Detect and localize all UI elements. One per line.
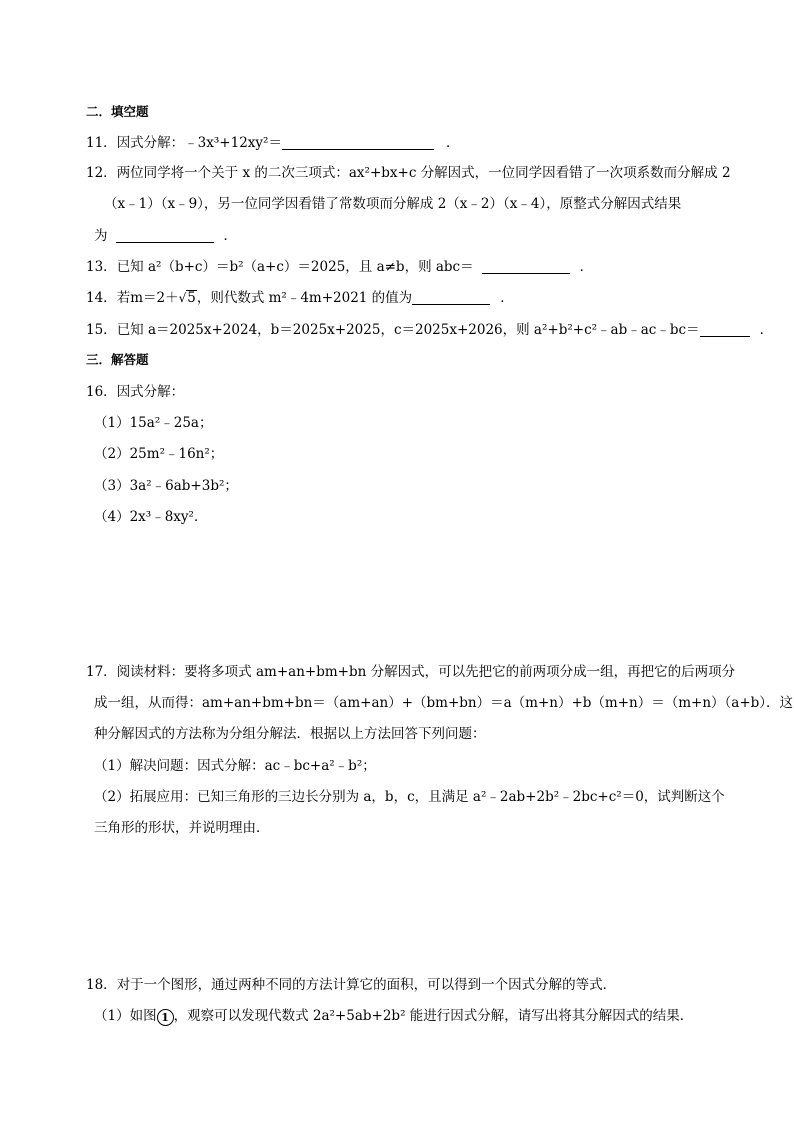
q18-part1 — [94, 1006, 693, 1026]
q16-part3: （3）3a²﹣6ab+3b²； — [94, 478, 238, 494]
q15-period: ． — [759, 322, 774, 338]
q11-period: ． — [445, 135, 460, 151]
q13-text: 已知 a²（b+c）＝b²（a+c）＝2025，且 a≠b，则 abc＝ — [116, 259, 474, 275]
q18-part1-pre: （1）如图 — [94, 1008, 157, 1024]
figure-1-circled-number: 1 — [157, 1009, 174, 1026]
q12-line1: 两位同学将一个关于 x 的二次三项式：ax²+bx+c 分解因式，一位同学因看错了一次项系数而分解成 2 — [116, 165, 731, 181]
q17-part1: （1）解决问题：因式分解：ac﹣bc+a²﹣b²； — [94, 758, 376, 774]
question-12-line3 — [94, 226, 237, 246]
question-17-line1 — [86, 662, 735, 682]
question-18 — [86, 975, 616, 995]
q12-period: ． — [223, 228, 237, 244]
q14-period: ． — [500, 290, 514, 306]
question-14: 14．若m＝2＋√5，则代数式 m²﹣4m+2021 的值为 ． — [86, 290, 514, 306]
q14-number: 14． — [86, 290, 117, 306]
section-title-fill-in: 二．填空题 — [86, 104, 149, 119]
q13-number: 13． — [86, 259, 117, 275]
q11-answer-blank[interactable] — [282, 135, 434, 150]
question-13 — [86, 257, 593, 277]
q14-sqrt-radicand: 5 — [187, 290, 196, 306]
q17-number: 17． — [86, 664, 117, 680]
q15-text: 已知 a＝2025x+2024，b＝2025x+2025，c＝2025x+2026，则 a²+b²+c²﹣ab﹣ac﹣bc＝ — [116, 322, 700, 338]
q16-part1: （1）15a²﹣25a； — [94, 415, 213, 431]
q17-line1: 阅读材料：要将多项式 am+an+bm+bn 分解因式，可以先把它的前两项分成一组，再把它的后两项分 — [116, 664, 736, 680]
q14-post: ，则代数式 m²﹣4m+2021 的值为 — [196, 290, 413, 306]
q12-number: 12． — [86, 165, 117, 181]
q14-answer-blank[interactable] — [412, 290, 490, 305]
q17-line2: 成一组，从而得：am+an+bm+bn＝（am+an）+（bm+bn）＝a（m+n）+b（m+n）＝（m+n）（a+b）．这 — [94, 695, 794, 711]
section-title-solve: 三．解答题 — [86, 352, 149, 367]
q16-part4: （4）2x³﹣8xy²． — [94, 509, 208, 525]
question-16 — [86, 382, 184, 402]
q16-number: 16． — [86, 384, 117, 400]
q11-text: 因式分解： — [116, 135, 185, 151]
q18-number: 18． — [86, 977, 117, 993]
q17-part2: （2）拓展应用：已知三角形的三边长分别为 a，b，c，且满足 a²﹣2ab+2b²﹣2bc+c²＝0，试判断这个 — [94, 789, 725, 805]
question-11 — [86, 133, 459, 153]
question-12-line1 — [86, 163, 731, 183]
q15-answer-blank[interactable] — [700, 322, 750, 337]
q11-number: 11． — [86, 135, 117, 151]
q12-line3-text: 为 — [94, 228, 108, 244]
q17-part2-cont: 三角形的形状，并说明理由． — [94, 820, 270, 836]
q12-line2: （x﹣1）（x﹣9），另一位同学因看错了常数项而分解成 2（x﹣2）（x﹣4），原整式分解因式结果 — [104, 196, 682, 212]
q16-part2: （2）25m²﹣16n²； — [94, 446, 224, 462]
q15-number: 15． — [86, 322, 117, 338]
q13-period: ． — [579, 259, 594, 275]
q16-text: 因式分解： — [116, 384, 185, 400]
q14-m-expr: m＝2＋ — [130, 290, 179, 306]
q14-pre: 若 — [116, 290, 131, 306]
q11-expression: ﹣3x³+12xy²＝ — [184, 135, 282, 151]
question-15 — [86, 320, 773, 340]
q18-part1-post: ，观察可以发现代数式 2a²+5ab+2b² 能进行因式分解，请写出将其分解因式的结果． — [173, 1008, 694, 1024]
q17-line3: 种分解因式的方法称为分组分解法．根据以上方法回答下列问题： — [94, 726, 486, 742]
q18-text: 对于一个图形，通过两种不同的方法计算它的面积，可以得到一个因式分解的等式． — [116, 977, 617, 993]
q12-answer-blank[interactable] — [116, 228, 214, 243]
q13-answer-blank[interactable] — [482, 259, 570, 274]
